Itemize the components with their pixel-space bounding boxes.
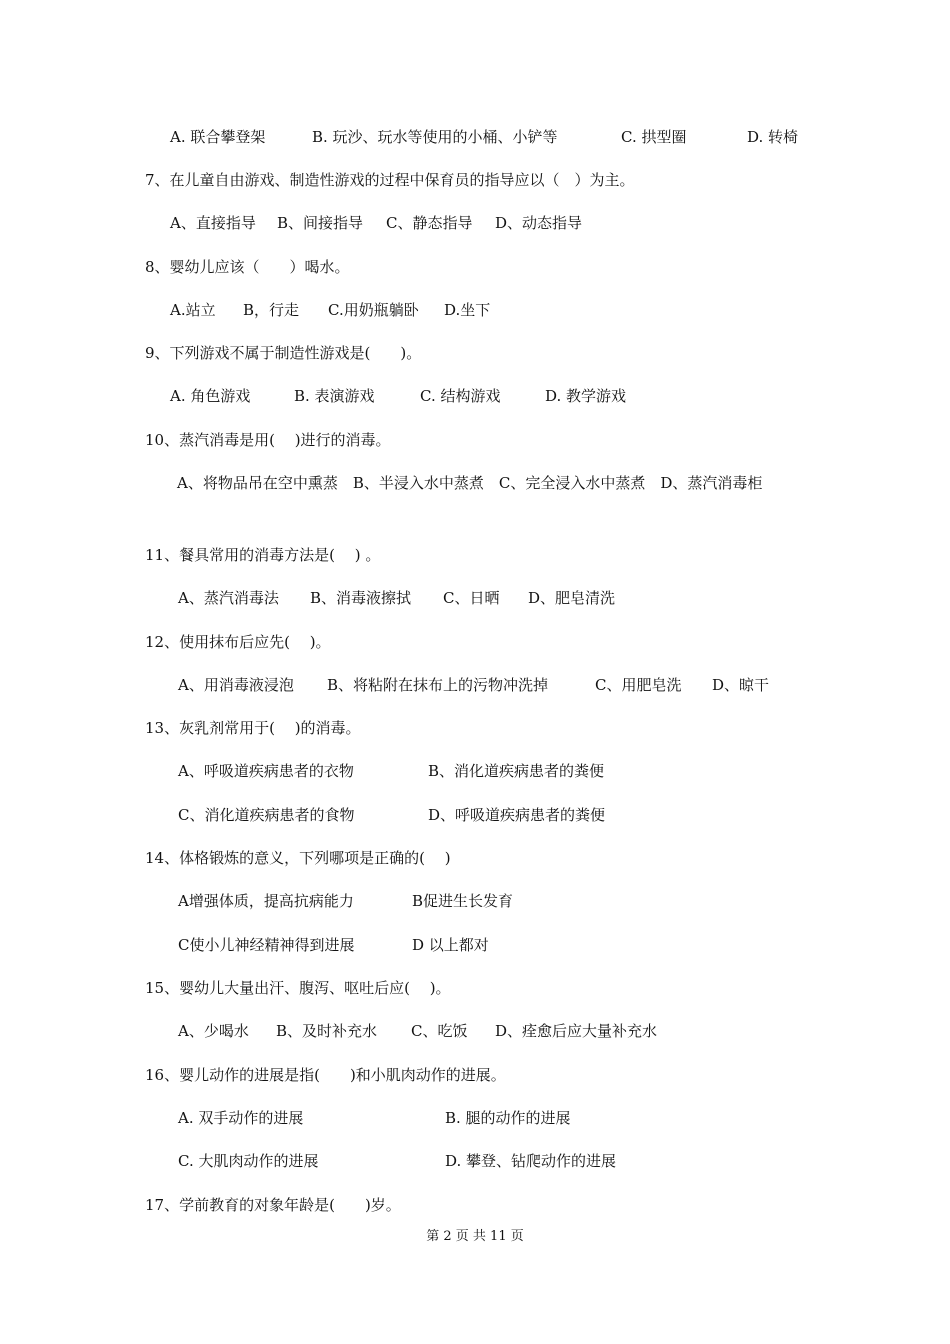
q9-option-b: B. 表演游戏 [294, 387, 375, 405]
q16-option-c: C. 大肌肉动作的进展 [178, 1152, 319, 1170]
page-footer: 第 2 页 共 11 页 [426, 1229, 524, 1244]
q6-option-d: D. 转椅 [747, 128, 799, 146]
q15-option-c: C、吃饭 [411, 1022, 468, 1040]
q6-option-a: A. 联合攀登架 [170, 128, 266, 146]
q12-option-b: B、将粘附在抹布上的污物冲洗掉 [327, 676, 549, 694]
q15-option-d: D、痊愈后应大量补充水 [495, 1022, 658, 1040]
q10-question: 10、蒸汽消毒是用( )进行的消毒。 [145, 431, 391, 449]
q17-question: 17、学前教育的对象年龄是( )岁。 [145, 1196, 401, 1214]
q12-option-c: C、用肥皂洗 [595, 676, 682, 694]
q16-option-a: A. 双手动作的进展 [178, 1109, 304, 1127]
q6-option-b: B. 玩沙、玩水等使用的小桶、小铲等 [312, 128, 558, 146]
q16-question: 16、婴儿动作的进展是指( )和小肌肉动作的进展。 [145, 1066, 506, 1084]
q11-option-b: B、消毒液擦拭 [310, 589, 412, 607]
q13-option-c: C、消化道疾病患者的食物 [178, 806, 355, 824]
q13-question: 13、灰乳剂常用于( )的消毒。 [145, 719, 361, 737]
q11-option-c: C、日晒 [443, 589, 500, 607]
q15-question: 15、婴幼儿大量出汗、腹泻、呕吐后应( )。 [145, 979, 451, 997]
q8-option-c: C.用奶瓶躺卧 [328, 301, 419, 319]
q15-option-b: B、及时补充水 [276, 1022, 378, 1040]
q7-option-b: B、间接指导 [277, 214, 364, 232]
q16-option-d: D. 攀登、钻爬动作的进展 [445, 1152, 617, 1170]
q13-option-b: B、消化道疾病患者的粪便 [428, 762, 605, 780]
q8-question: 8、婴幼儿应该（ ）喝水。 [145, 258, 350, 276]
q16-option-b: B. 腿的动作的进展 [445, 1109, 571, 1127]
q7-option-a: A、直接指导 [170, 214, 256, 232]
q8-option-b: B，行走 [243, 301, 300, 319]
q12-question: 12、使用抹布后应先( )。 [145, 633, 331, 651]
q9-option-d: D. 教学游戏 [545, 387, 627, 405]
q8-option-a: A.站立 [170, 301, 216, 319]
q14-option-a: A增强体质，提高抗病能力 [178, 892, 354, 910]
q14-question: 14、体格锻炼的意义，下列哪项是正确的( ) [145, 849, 451, 867]
q13-option-d: D、呼吸道疾病患者的粪便 [428, 806, 606, 824]
q13-option-a: A、呼吸道疾病患者的衣物 [178, 762, 354, 780]
q11-option-a: A、蒸汽消毒法 [178, 589, 279, 607]
q7-option-c: C、静态指导 [386, 214, 473, 232]
q15-option-a: A、少喝水 [178, 1022, 249, 1040]
q10-options: A、将物品吊在空中熏蒸 B、半浸入水中蒸煮 C、完全浸入水中蒸煮 D、蒸汽消毒柜 [177, 474, 763, 492]
q12-option-d: D、晾干 [712, 676, 770, 694]
q9-option-a: A. 角色游戏 [170, 387, 251, 405]
q8-option-d: D.坐下 [444, 301, 491, 319]
q11-option-d: D、肥皂清洗 [528, 589, 616, 607]
q6-option-c: C. 拱型圈 [621, 128, 687, 146]
q14-option-d: D 以上都对 [412, 936, 489, 954]
q14-option-b: B促进生长发育 [412, 892, 514, 910]
q11-question: 11、餐具常用的消毒方法是( ) 。 [145, 546, 381, 564]
q12-option-a: A、用消毒液浸泡 [178, 676, 294, 694]
q14-option-c: C使小儿神经精神得到进展 [178, 936, 355, 954]
q7-option-d: D、动态指导 [495, 214, 583, 232]
q7-question: 7、在儿童自由游戏、制造性游戏的过程中保育员的指导应以（ ）为主。 [145, 171, 635, 189]
q9-option-c: C. 结构游戏 [420, 387, 501, 405]
q9-question: 9、下列游戏不属于制造性游戏是( )。 [145, 344, 422, 362]
